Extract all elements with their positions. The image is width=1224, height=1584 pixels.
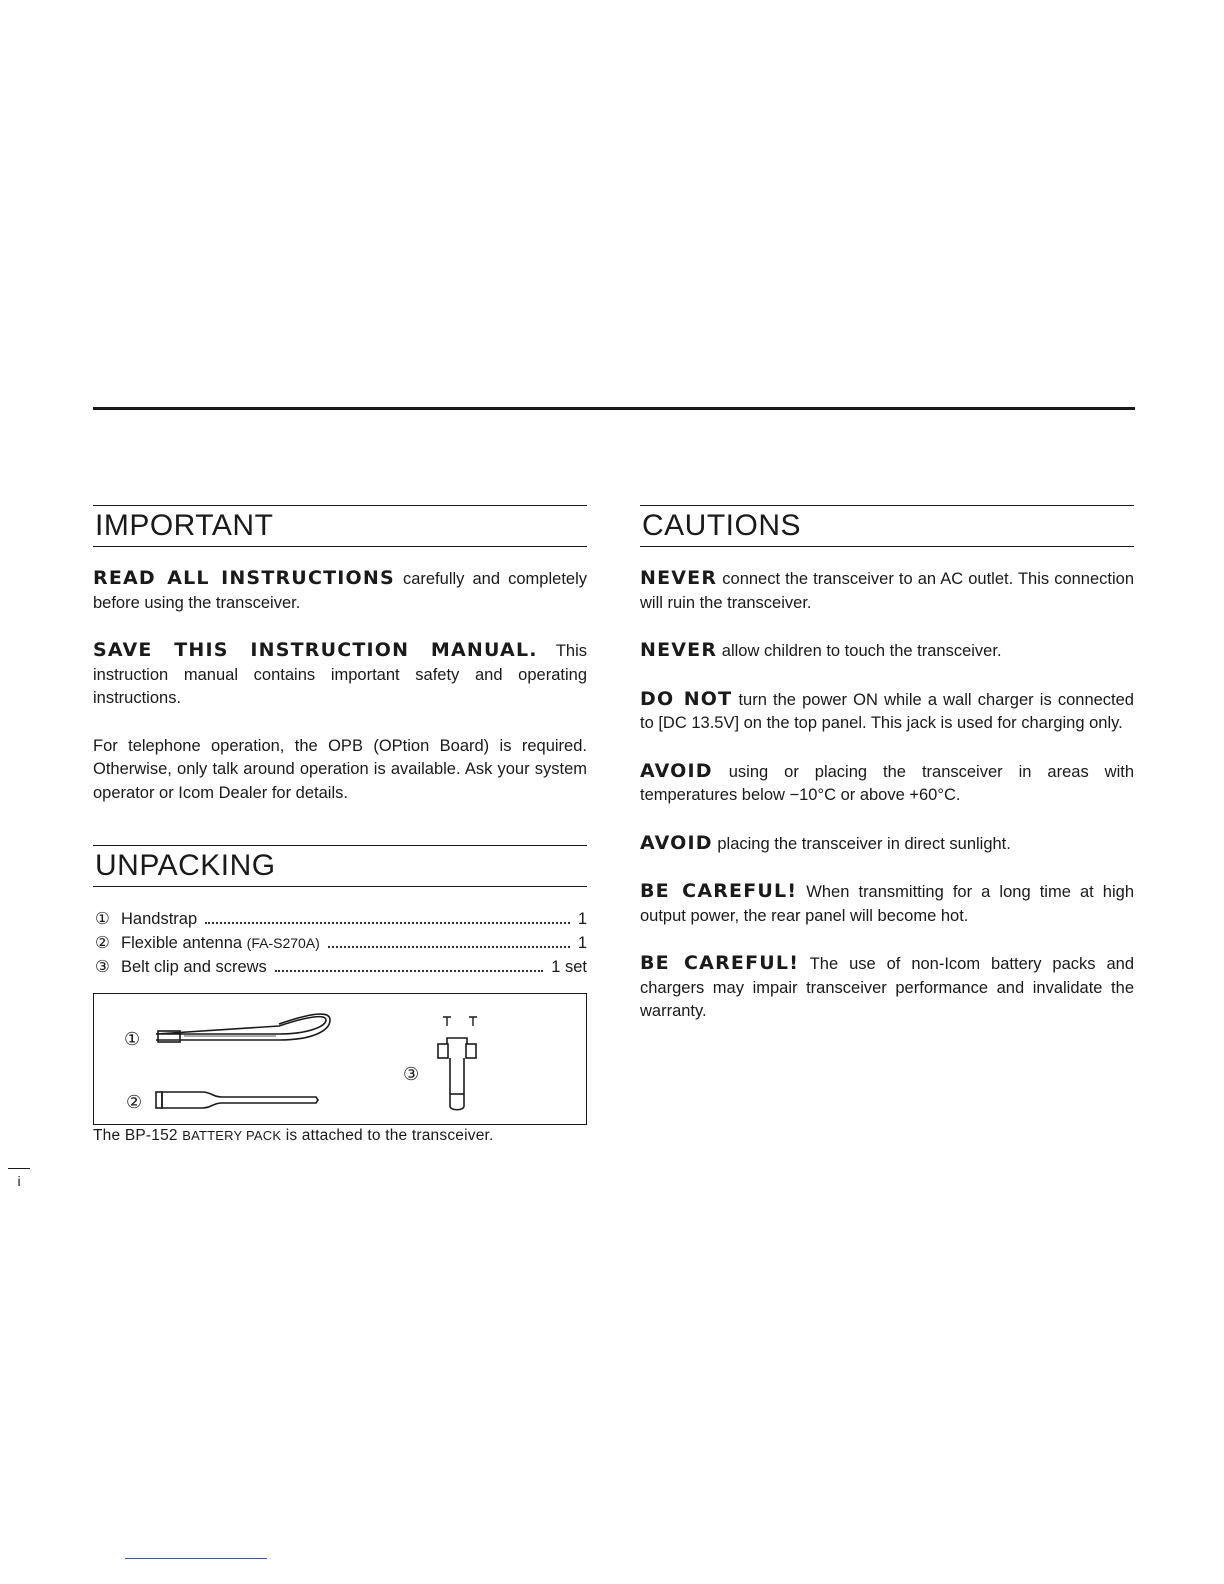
right-column	[640, 505, 1134, 1048]
item-quantity: 1 set	[551, 958, 587, 976]
caution-lead: AVOID	[640, 831, 713, 854]
handstrap-icon	[156, 1014, 330, 1042]
battery-caption: The BP-152 BATTERY PACK is attached to the transceiver.	[93, 1127, 494, 1144]
caution-item: DO NOT turn the power ON while a wall charger is connected to [DC 13.5V] on the top panel. This jack is used for charging only.	[640, 687, 1134, 732]
left-column	[93, 505, 587, 1145]
dot-leader	[328, 946, 570, 948]
unpacking-header: UNPACKING	[93, 845, 587, 887]
caution-item: AVOID placing the transceiver in direct sunlight.	[640, 831, 1011, 854]
important-para-read	[93, 567, 587, 615]
para-text: This instruction manual contains important safety and operating instructions.	[93, 642, 587, 707]
bottom-line	[125, 1558, 267, 1559]
caution-lead: NEVER	[640, 639, 718, 661]
cautions-header: CAUTIONS	[640, 505, 1134, 547]
label-belt-clip: ③	[403, 1064, 420, 1085]
caution-lead: NEVER	[640, 567, 718, 589]
caution-item: AVOID using or placing the transceiver in areas with temperatures below −10°C or above +60°C.	[640, 759, 1134, 804]
label-antenna: ②	[126, 1092, 143, 1113]
label-handstrap: ①	[124, 1029, 141, 1050]
belt-clip-icon	[438, 1038, 476, 1110]
top-rule	[93, 407, 1135, 410]
accessories-svg	[94, 994, 586, 1124]
item-number: ③	[95, 958, 110, 976]
item-quantity: 1	[577, 934, 587, 952]
lead-read-all: READ ALL INSTRUCTIONS	[93, 567, 395, 589]
caution-item: BE CAREFUL! The use of non-Icom battery packs and chargers may impair transceiver performance and invalidate the warranty.	[640, 952, 1134, 1020]
caution-lead: AVOID	[640, 759, 713, 782]
lead-save-manual: SAVE THIS INSTRUCTION MANUAL.	[93, 639, 538, 661]
antenna-icon	[156, 1092, 318, 1108]
item-number: ②	[95, 934, 110, 952]
caution-item: NEVER allow children to touch the transceiver.	[640, 639, 1002, 661]
accessories-illustration	[93, 993, 587, 1125]
important-header: IMPORTANT	[93, 505, 587, 547]
unpacking-list	[93, 907, 587, 979]
caution-lead: BE CAREFUL!	[640, 952, 800, 974]
important-para-telephone: For telephone operation, the OPB (OPtion Board) is required. Otherwise, only talk around operation is available. Ask your system operator or Icom Dealer for details.	[93, 736, 587, 802]
caution-item: BE CAREFUL! When transmitting for a long time at high output power, the rear panel will become hot.	[640, 880, 1135, 925]
dot-leader	[205, 922, 570, 924]
page-number: i	[8, 1168, 30, 1189]
dot-leader	[275, 970, 543, 972]
unpacking-item	[93, 955, 587, 979]
caution-lead: BE CAREFUL!	[640, 880, 798, 902]
item-model: (FA-S270A)	[246, 935, 320, 951]
item-name: Belt clip and screws	[121, 958, 267, 976]
screw-icon	[443, 1017, 477, 1026]
item-number: ①	[95, 910, 110, 928]
para-text: carefully and completely before using the transceiver.	[93, 570, 587, 612]
unpacking-item	[93, 907, 587, 931]
item-name: Flexible antenna (FA-S270A)	[121, 934, 320, 952]
item-name: Handstrap	[121, 910, 198, 928]
unpacking-item	[93, 931, 587, 955]
caution-item: NEVER connect the transceiver to an AC outlet. This connection will ruin the transceiver.	[640, 567, 1134, 612]
item-quantity: 1	[577, 910, 587, 928]
caution-lead: DO NOT	[640, 687, 733, 710]
important-para-save	[93, 639, 587, 711]
